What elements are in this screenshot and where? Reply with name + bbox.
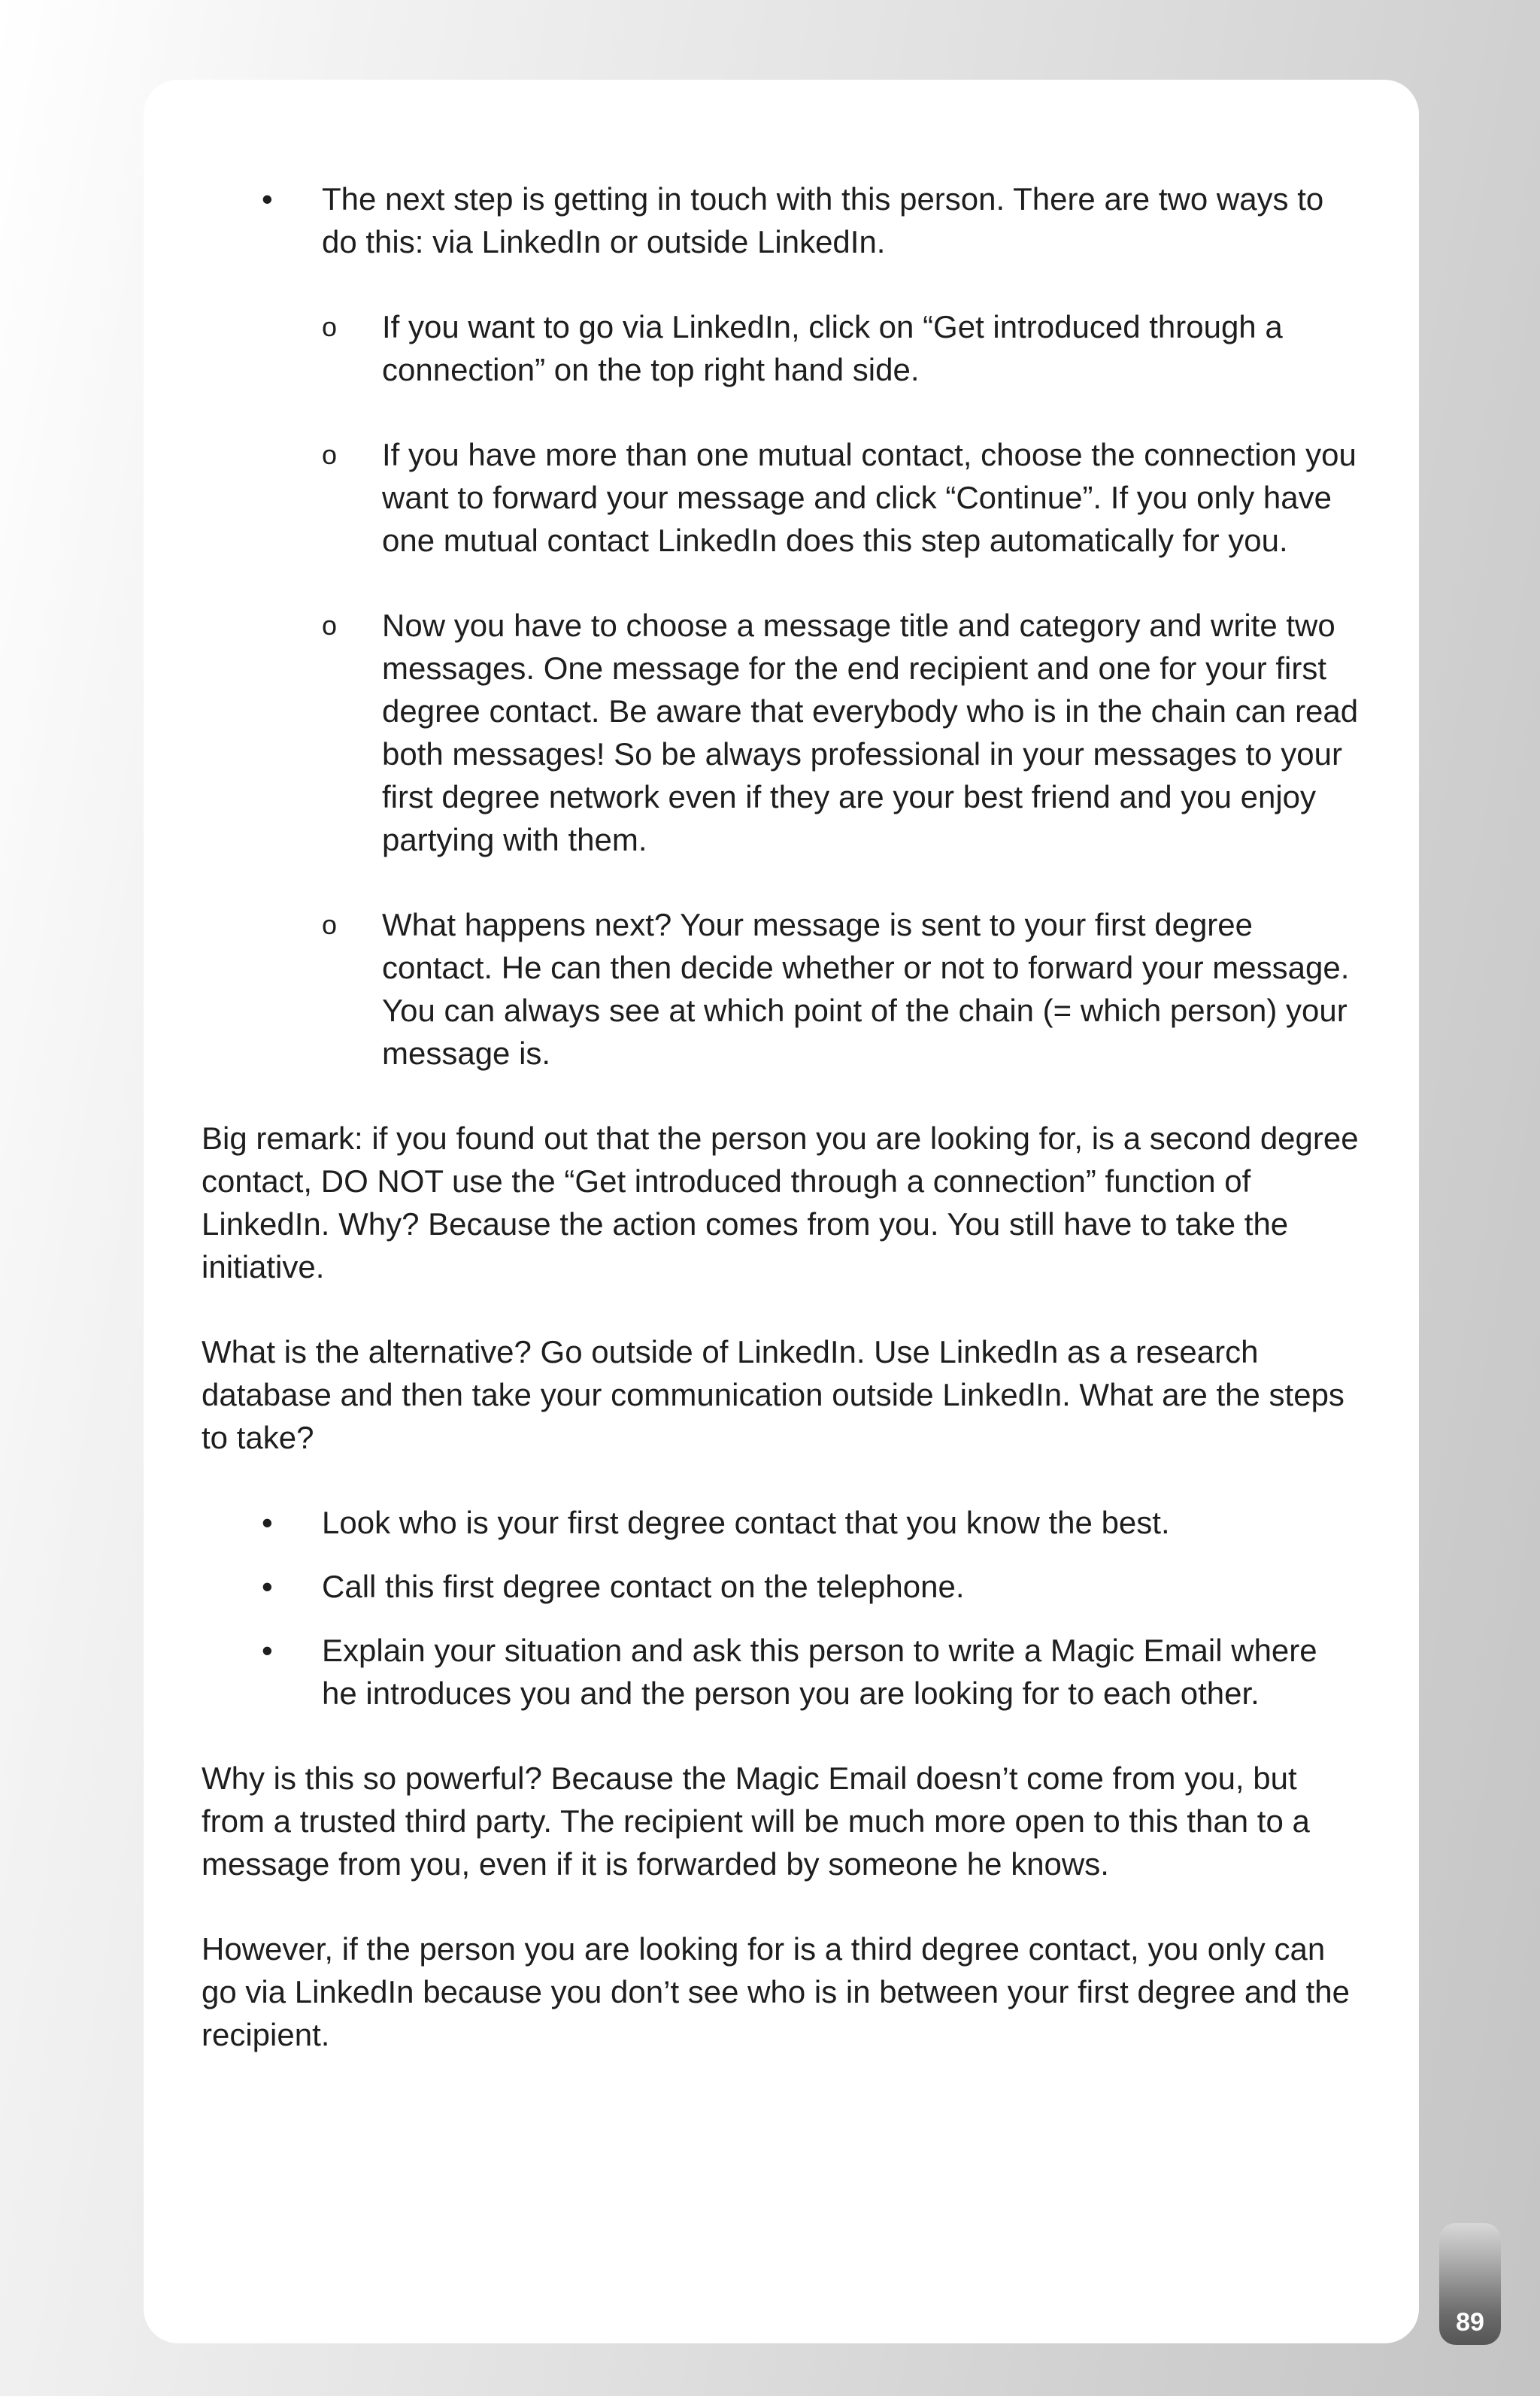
sub-bullet-text: Now you have to choose a message title and category and write two messages. One message for the end recipient and one for your first degree contact. Be aware that everybody who is in the chain can read both messages! So be always professional in your messages to your first degree network even if they are your best friend and you enjoy partying with them.	[382, 608, 1359, 857]
paragraph-alternative: What is the alternative? Go outside of LinkedIn. Use LinkedIn as a research database and then take your communication outside LinkedIn. What are the steps to take?	[202, 1334, 1344, 1455]
page-number-tab	[1439, 2223, 1501, 2345]
page-content	[202, 177, 1360, 2056]
bullet-item	[202, 1565, 1360, 1608]
bullet-circle: o	[322, 311, 338, 342]
sub-bullet-item	[202, 604, 1360, 861]
bullet-item	[202, 1501, 1360, 1544]
bullet-disc: •	[262, 1569, 273, 1604]
page-number: 89	[1456, 2308, 1484, 2337]
bullet-text: Explain your situation and ask this person to write a Magic Email where he introduces you and the person you are looking for to each other.	[322, 1633, 1317, 1711]
bullet-disc: •	[262, 181, 273, 217]
sub-bullet-text: If you want to go via LinkedIn, click on “Get introduced through a connection” on the top right hand side.	[382, 309, 1283, 387]
paragraph-why-powerful: Why is this so powerful? Because the Magic Email doesn’t come from you, but from a trusted third party. The recipient will be much more open to this than to a message from you, even if it is forwarded by someone he knows.	[202, 1761, 1310, 1882]
sub-bullet-item	[202, 433, 1360, 562]
bullet-circle: o	[322, 610, 338, 641]
bullet-disc: •	[262, 1633, 273, 1668]
bullet-text: The next step is getting in touch with this person. There are two ways to do this: via LinkedIn or outside LinkedIn.	[322, 181, 1324, 259]
sub-bullet-item	[202, 305, 1360, 391]
bullet-item	[202, 177, 1360, 263]
bullet-text: Look who is your first degree contact that you know the best.	[322, 1505, 1170, 1540]
bullet-item	[202, 1629, 1360, 1715]
paragraph-big-remark: Big remark: if you found out that the person you are looking for, is a second degree contact, DO NOT use the “Get introduced through a connection” function of LinkedIn. Why? Because the action comes from you. You still have to take the initiative.	[202, 1121, 1359, 1284]
sub-bullet-item	[202, 903, 1360, 1075]
paragraph-third-degree: However, if the person you are looking for is a third degree contact, you only can go via LinkedIn because you don’t see who is in between your first degree and the recipient.	[202, 1931, 1350, 2052]
bullet-disc: •	[262, 1505, 273, 1540]
bullet-circle: o	[322, 439, 338, 470]
sub-bullet-text: If you have more than one mutual contact, choose the connection you want to forward your message and click “Continue”. If you only have one mutual contact LinkedIn does this step automatically for you.	[382, 437, 1357, 558]
sub-bullet-text: What happens next? Your message is sent to your first degree contact. He can then decide whether or not to forward your message. You can always see at which point of the chain (= which person) your message is.	[382, 907, 1350, 1071]
bullet-circle: o	[322, 909, 338, 940]
bullet-text: Call this first degree contact on the telephone.	[322, 1569, 965, 1604]
